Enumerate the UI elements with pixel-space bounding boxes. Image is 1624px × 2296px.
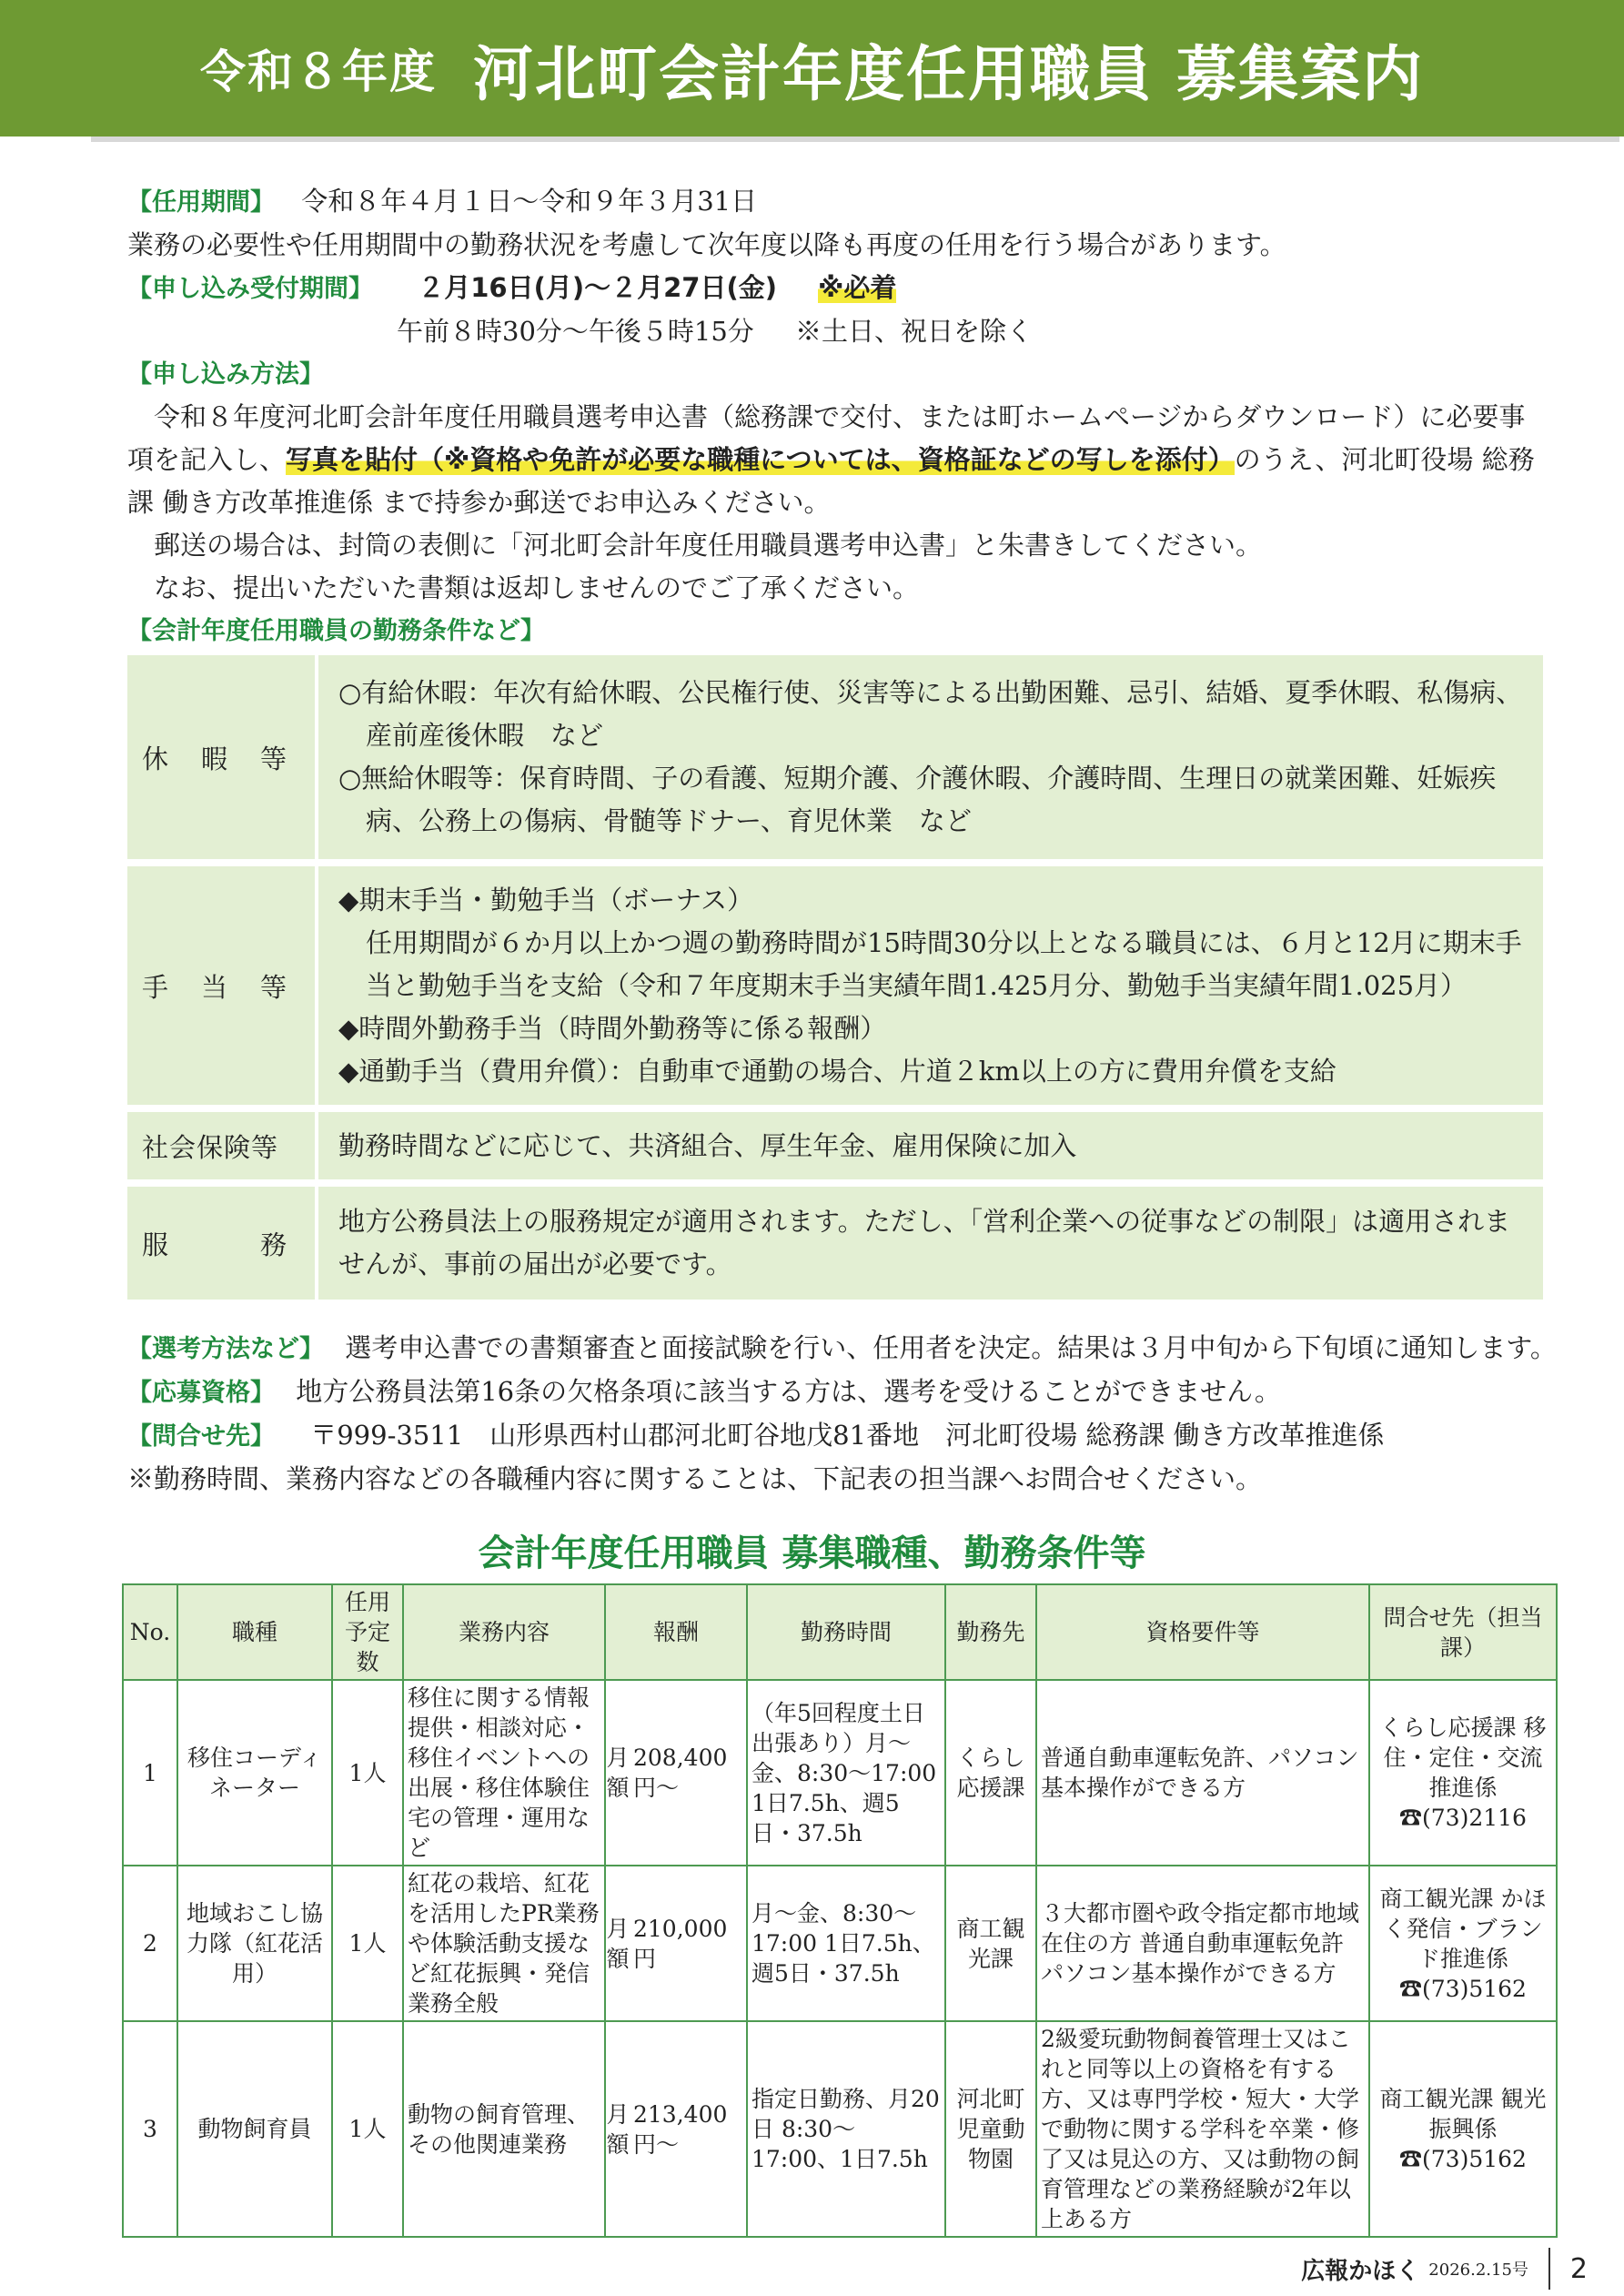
period-note: 業務の必要性や任用期間中の勤務状況を考慮して次年度以降も再度の任用を行う場合があります。 bbox=[127, 229, 1286, 260]
page-title: 河北町会計年度任用職員 募集案内 bbox=[473, 38, 1424, 109]
reception-dates: ２月16日(月)～２月27日(金) bbox=[418, 272, 777, 303]
col-place: 勤務先 bbox=[945, 1584, 1036, 1680]
reception-line bbox=[127, 267, 1547, 310]
row-pay: 210,000円 bbox=[630, 1866, 747, 2021]
col-hours: 勤務時間 bbox=[747, 1584, 945, 1680]
method-p1a: 令和８年度河北町会計年度任用職員選考申込書（総務課で交付、または町ホームページからダウンロード）に必要事項を記入し、 bbox=[127, 401, 1526, 475]
allowance-head-char: 等 bbox=[259, 971, 287, 1003]
insurance-row bbox=[127, 1112, 1543, 1179]
commute-allowance: ◆通勤手当（費用弁償）：自動車で通勤の場合、片道２km以上の方に費用弁償を支給 bbox=[338, 1055, 1337, 1087]
method-paragraph-1 bbox=[127, 396, 1547, 524]
info-section bbox=[127, 180, 1547, 652]
allowance-head bbox=[127, 866, 318, 1105]
row-pay-unit: 月額 bbox=[605, 1866, 630, 2021]
insurance-head: 社会保険等 bbox=[127, 1112, 318, 1179]
method-paragraph-3: なお、提出いただいた書類は返却しませんのでご了承ください。 bbox=[154, 572, 920, 603]
qualification-label: 【応募資格】 bbox=[127, 1379, 275, 1407]
row-work: 紅花の栽培、紅花を活用したPR業務や体験活動支援など紅花振興・発信業務全般 bbox=[403, 1866, 605, 2021]
row-pay: 208,400円～ bbox=[630, 1680, 747, 1866]
contact-note: ※勤務時間、業務内容などの各職種内容に関することは、下記表の担当課へお問合せください。 bbox=[127, 1463, 1263, 1494]
period-value: 令和８年４月１日～令和９年３月31日 bbox=[301, 186, 758, 217]
method-label: 【申し込み方法】 bbox=[127, 360, 324, 389]
service-content: 地方公務員法上の服務規定が適用されます。ただし、「営利企業への従事などの制限」は適用されませんが、事前の届出が必要です。 bbox=[318, 1187, 1543, 1300]
footer-date: 2026.2.15号 bbox=[1428, 2261, 1528, 2280]
selection-line bbox=[127, 1327, 1565, 1371]
method-paragraph-2: 郵送の場合は、封筒の表側に「河北町会計年度任用職員選考申込書」と朱書きしてください。 bbox=[154, 530, 1263, 561]
table-title: 会計年度任用職員 募集職種、勤務条件等 bbox=[478, 1532, 1146, 1574]
row-no: 2 bbox=[123, 1866, 177, 2021]
reception-must: ※必着 bbox=[818, 272, 897, 303]
contact-label: 【問合せ先】 bbox=[127, 1422, 275, 1451]
row-contact: 商工観光課 観光振興係 ☎(73)5162 bbox=[1369, 2021, 1557, 2237]
reception-hours: 午前８時30分～午後５時15分 bbox=[397, 316, 754, 347]
method-p1-highlight: 写真を貼付（※資格や免許が必要な職種については、資格証などの写しを添付） bbox=[286, 444, 1235, 475]
banner-year: 令和８年度 bbox=[200, 46, 437, 98]
col-no: No. bbox=[123, 1584, 177, 1680]
service-row bbox=[127, 1187, 1543, 1300]
service-head bbox=[127, 1187, 318, 1300]
contact-text: 〒999-3511 山形県西村山郡河北町谷地戊81番地 河北町役場 総務課 働き方改革推進係 bbox=[310, 1420, 1385, 1451]
row-type: 動物飼育員 bbox=[177, 2021, 332, 2237]
title-banner bbox=[0, 0, 1624, 137]
insurance-content: 勤務時間などに応じて、共済組合、厚生年金、雇用保険に加入 bbox=[318, 1112, 1543, 1179]
period-label: 【任用期間】 bbox=[127, 188, 275, 217]
reception-hours-line bbox=[127, 310, 1547, 353]
row-count: 1人 bbox=[332, 1680, 403, 1866]
table-row bbox=[123, 1680, 1557, 1866]
conditions-label: 【会計年度任用職員の勤務条件など】 bbox=[127, 617, 545, 645]
notes-section bbox=[127, 1327, 1565, 1501]
period-line bbox=[127, 180, 1547, 224]
row-pay-unit: 月額 bbox=[605, 2021, 630, 2237]
page-number: 2 bbox=[1569, 2252, 1588, 2285]
row-req: 2級愛玩動物飼養管理士又はこれと同等以上の資格を有する方、又は専門学校・短大・大学で動物に関する学科を卒業・修了又は見込の方、又は動物の飼育管理などの業務経験が2年以上ある方 bbox=[1036, 2021, 1369, 2237]
row-hours: 指定日勤務、月20日 8:30～17:00、1日7.5h bbox=[747, 2021, 945, 2237]
row-no: 3 bbox=[123, 2021, 177, 2237]
method-p1b: のうえ、河北町役場 総務課 働き方改革推進係 まで持参か郵送でお申込みください。 bbox=[127, 444, 1535, 518]
footer-separator bbox=[1548, 2248, 1550, 2290]
row-work: 移住に関する情報提供・相談対応・移住イベントへの出展・移住体験住宅の管理・運用など bbox=[403, 1680, 605, 1866]
col-pay: 報酬 bbox=[605, 1584, 747, 1680]
allowance-head-char: 当 bbox=[200, 971, 228, 1003]
selection-label: 【選考方法など】 bbox=[127, 1335, 324, 1363]
table-row bbox=[123, 1866, 1557, 2021]
table-row bbox=[123, 2021, 1557, 2237]
leave-head-char: 休 bbox=[142, 743, 170, 774]
leave-head bbox=[127, 655, 318, 859]
qualification-line bbox=[127, 1371, 1565, 1414]
col-req: 資格要件等 bbox=[1036, 1584, 1369, 1680]
leave-row bbox=[127, 655, 1543, 859]
row-hours: 月～金、8:30～17:00 1日7.5h、週5日・37.5h bbox=[747, 1866, 945, 2021]
row-count: 1人 bbox=[332, 1866, 403, 2021]
col-count: 任用予定数 bbox=[332, 1584, 403, 1680]
col-contact: 問合せ先（担当課） bbox=[1369, 1584, 1557, 1680]
bonus-text: 任用期間が６か月以上かつ週の勤務時間が15時間30分以上となる職員には、６月と12月に期末手当と勤勉手当を支給（令和７年度期末手当実績年間1.425月分、勤勉手当実績年間1.025月） bbox=[366, 926, 1522, 1001]
footer-brand: 広報かほく bbox=[1301, 2257, 1420, 2285]
leave-content bbox=[318, 655, 1543, 859]
row-req: 普通自動車運転免許、パソコン基本操作ができる方 bbox=[1036, 1680, 1369, 1866]
row-contact: 商工観光課 かほく発信・ブランド推進係 ☎(73)5162 bbox=[1369, 1866, 1557, 2021]
footer bbox=[1301, 2248, 1588, 2290]
jobs-header-row bbox=[123, 1584, 1557, 1680]
row-type: 移住コーディネーター bbox=[177, 1680, 332, 1866]
col-work: 業務内容 bbox=[403, 1584, 605, 1680]
leave-head-char: 暇 bbox=[200, 743, 228, 774]
row-type: 地域おこし協力隊（紅花活用） bbox=[177, 1866, 332, 2021]
row-place: 商工観光課 bbox=[945, 1866, 1036, 2021]
row-req: ３大都市圏や政令指定都市地域在住の方 普通自動車運転免許 パソコン基本操作ができる方 bbox=[1036, 1866, 1369, 2021]
leave-head-char: 等 bbox=[259, 743, 287, 774]
unpaid-leave: ○無給休暇等：保育時間、子の看護、短期介護、介護休暇、介護時間、生理日の就業困難、妊娠疾病、公務上の傷病、骨髄等ドナー、育児休業 など bbox=[338, 763, 1497, 836]
banner-shadow bbox=[91, 137, 1619, 142]
row-pay: 213,400円～ bbox=[630, 2021, 747, 2237]
row-place: くらし応援課 bbox=[945, 1680, 1036, 1866]
allowance-content bbox=[318, 866, 1543, 1105]
service-head-char: 務 bbox=[259, 1229, 287, 1260]
row-pay-unit: 月額 bbox=[605, 1680, 630, 1866]
qualification-text: 地方公務員法第16条の欠格条項に該当する方は、選考を受けることができません。 bbox=[296, 1376, 1281, 1407]
reception-label: 【申し込み受付期間】 bbox=[127, 275, 373, 303]
allowance-head-char: 手 bbox=[142, 971, 170, 1003]
row-work: 動物の飼育管理、その他関連業務 bbox=[403, 2021, 605, 2237]
row-no: 1 bbox=[123, 1680, 177, 1866]
selection-text: 選考申込書での書類審査と面接試験を行い、任用者を決定。結果は３月中旬から下旬頃に通知します。 bbox=[345, 1332, 1557, 1363]
contact-line bbox=[127, 1414, 1565, 1458]
row-contact: くらし応援課 移住・定住・交流推進係 ☎(73)2116 bbox=[1369, 1680, 1557, 1866]
reception-exclude: ※土日、祝日を除く bbox=[795, 316, 1034, 347]
row-hours: （年5回程度土日出張あり）月～金、8:30～17:00 1日7.5h、週5日・37.5h bbox=[747, 1680, 945, 1866]
jobs-table bbox=[122, 1583, 1558, 2238]
conditions-table bbox=[127, 648, 1543, 1307]
service-head-char: 服 bbox=[142, 1229, 170, 1260]
paid-leave: ○有給休暇：年次有給休暇、公民権行使、災害等による出勤困難、忌引、結婚、夏季休暇、私傷病、産前産後休暇 など bbox=[338, 677, 1523, 751]
overtime-allowance: ◆時間外勤務手当（時間外勤務等に係る報酬） bbox=[338, 1012, 887, 1044]
bonus-title: ◆期末手当・勤勉手当（ボーナス） bbox=[338, 884, 754, 915]
row-place: 河北町児童動物園 bbox=[945, 2021, 1036, 2237]
col-type: 職種 bbox=[177, 1584, 332, 1680]
allowance-row bbox=[127, 866, 1543, 1105]
row-count: 1人 bbox=[332, 2021, 403, 2237]
